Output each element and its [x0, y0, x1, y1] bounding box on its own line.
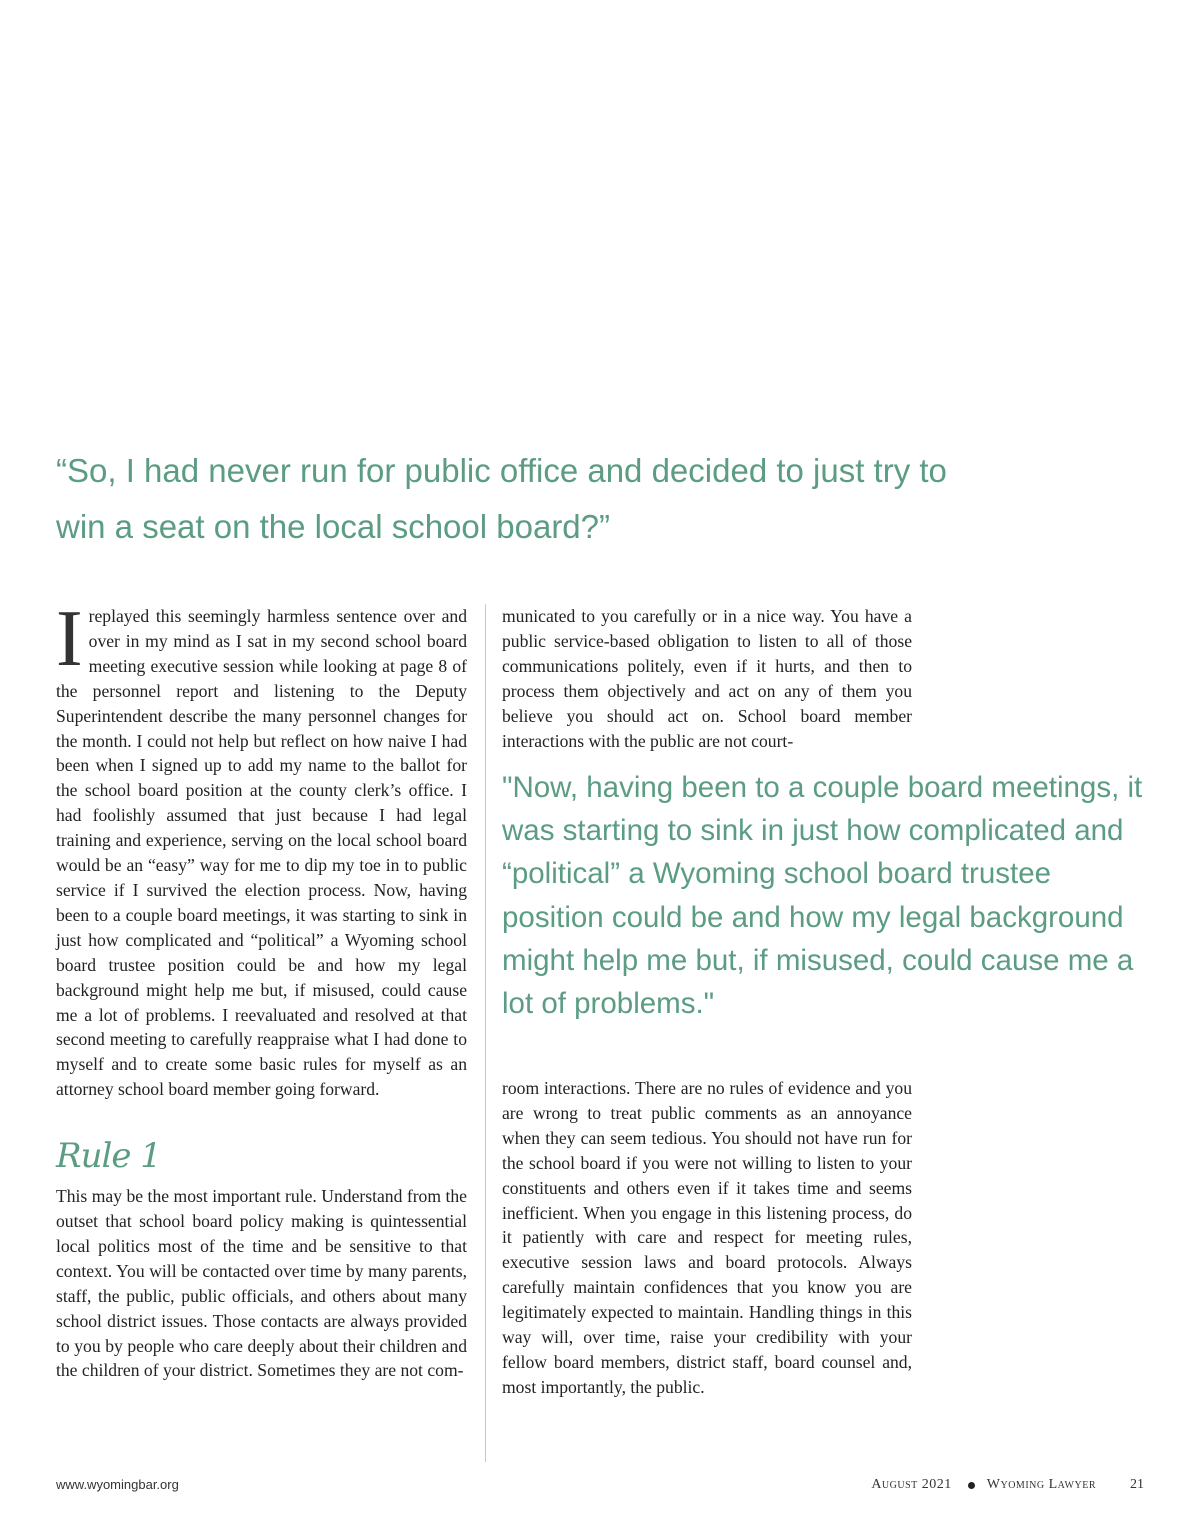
drop-cap: I [56, 595, 83, 683]
intro-paragraph-text: replayed this seemingly harmless sentence over and over in my mind as I sat in my second school board meeting executive session while looking at page 8 of the personnel report and listening to the Deputy Superintendent describe the many personnel changes for the month. I could not help but reflect on how naive I had been when I signed up to add my name to the ballot for the school board position at the county clerk’s office. I had foolishly assumed that just because I had legal training and experience, serving on the local school board would be an “easy” way for me to dip my toe in to public service if I survived the election process. Now, having been to a couple board meetings, it was starting to sink in just how complicated and “political” a Wyoming school board trustee position could be and how my legal background might help me but, if misused, could cause me a lot of problems. I reevaluated and resolved at that second meeting to carefully reappraise what I had done to myself and to create some basic rules for myself as an attorney school board member going forward. [56, 606, 467, 1100]
article-column-right-top [502, 604, 912, 753]
bullet-separator-icon [968, 1482, 975, 1489]
footer-publication: Wyoming Lawyer [986, 1477, 1096, 1492]
footer-date: August 2021 [871, 1477, 952, 1492]
rule-1-paragraph-continued: municated to you carefully or in a nice way. You have a public service-based obligation to listen to all of those communications politely, even if it hurts, and then to process them objectively and act on any of them you believe you should act on. School board member interactions with the public are not court- [502, 606, 912, 751]
rule-1-paragraph-end: room interactions. There are no rules of evidence and you are wrong to treat public comments as an annoyance when they can seem tedious. You should not have run for the school board if you were not willing to listen to your constituents and others even if it takes time and seems inefficient. When you engage in this listening process, do it patiently with care and respect for meeting rules, executive session laws and board protocols. Always carefully maintain confidences that you know you are legitimately expected to maintain. Handling things in this way will, over time, raise your credibility with your fellow board members, district staff, board counsel and, most importantly, the public. [502, 1078, 912, 1397]
column-divider [485, 604, 486, 1462]
rule-1-paragraph: This may be the most important rule. Understand from the outset that school board policy making is quintessential local politics most of the time and be sensitive to that context. You will be contacted over time by many parents, staff, the public, public officials, and others about many school district issues. Those contacts are always provided to you by people who care deeply about their children and the children of your district. Sometimes they are not com- [56, 1186, 467, 1381]
article-column-left [56, 595, 467, 1383]
pull-quote: "Now, having been to a couple board meetings, it was starting to sink in just how complicated and “political” a Wyoming school board trustee position could be and how my legal background might help me but, if misused, could cause me a lot of problems." [502, 771, 1143, 1021]
article-headline: “So, I had never run for public office and decided to just try to win a seat on the local school board?” [56, 452, 947, 545]
rule-1-heading: Rule 1 [56, 1136, 161, 1177]
intro-paragraph [56, 595, 467, 1102]
article-column-right-bottom [502, 1076, 912, 1400]
footer-website-link[interactable]: www.wyomingbar.org [56, 1477, 179, 1492]
footer-issue-info [871, 1477, 1144, 1493]
page-number: 21 [1130, 1477, 1144, 1492]
